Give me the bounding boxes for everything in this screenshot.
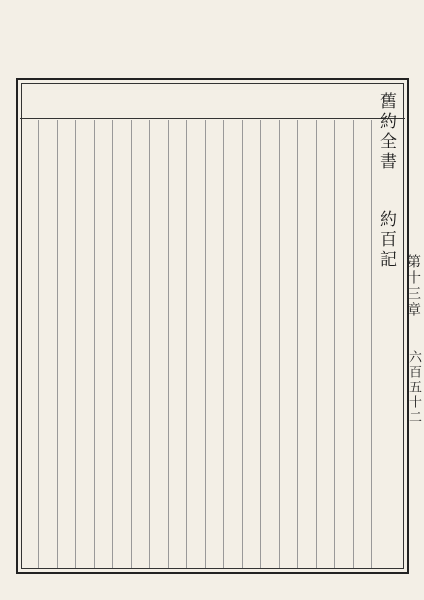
text-column: [318, 120, 333, 560]
column-rule: [334, 120, 335, 568]
column-rule: [57, 120, 58, 568]
column-rule: [186, 120, 187, 568]
column-rule: [353, 120, 354, 568]
text-column: [281, 120, 296, 560]
column-rule: [242, 120, 243, 568]
column-rule: [75, 120, 76, 568]
text-column: [114, 120, 129, 560]
text-column: [299, 120, 314, 560]
text-column: [188, 120, 203, 560]
text-column: [77, 120, 92, 560]
text-column: [96, 120, 111, 560]
column-rule: [260, 120, 261, 568]
column-rule: [131, 120, 132, 568]
text-column: [170, 120, 185, 560]
text-column: [40, 120, 55, 560]
column-rule: [279, 120, 280, 568]
page-number: 六百五十二: [406, 350, 421, 425]
text-column: [133, 120, 148, 560]
text-column: [336, 120, 351, 560]
chapter-label: 第十三章: [405, 254, 421, 318]
column-rule: [94, 120, 95, 568]
column-rule: [205, 120, 206, 568]
column-rule: [371, 120, 372, 568]
column-rule: [168, 120, 169, 568]
text-column: [59, 120, 74, 560]
text-column: [355, 120, 370, 560]
column-rule: [149, 120, 150, 568]
text-column: [207, 120, 222, 560]
book-title: 舊約全書約百記: [376, 92, 396, 270]
column-rule: [112, 120, 113, 568]
column-rule: [316, 120, 317, 568]
column-rule: [297, 120, 298, 568]
text-column: [244, 120, 259, 560]
text-column: [262, 120, 277, 560]
column-rule: [38, 120, 39, 568]
column-rule: [223, 120, 224, 568]
text-column: [373, 120, 388, 560]
header-band: [20, 82, 405, 119]
text-column: [225, 120, 240, 560]
text-column: [151, 120, 166, 560]
